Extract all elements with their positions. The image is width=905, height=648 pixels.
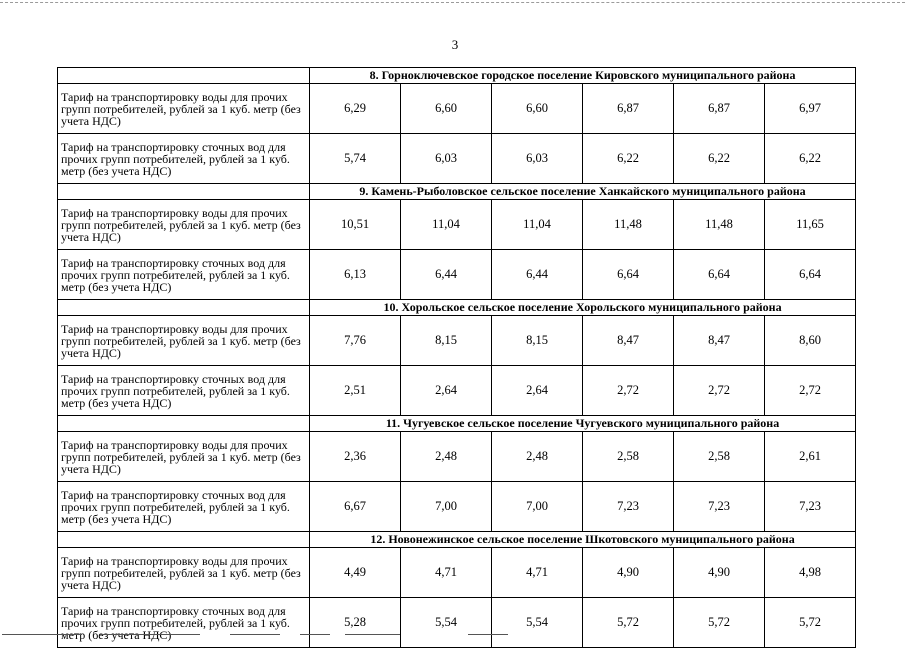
tariff-value: 4,71 (401, 548, 492, 598)
tariff-label: Тариф на транспортировку сточных вод для прочих групп потребителей, рублей за 1 куб. метр (без учета НДС) (58, 482, 310, 532)
tariff-label: Тариф на транспортировку сточных вод для прочих групп потребителей, рублей за 1 куб. метр (без учета НДС) (58, 366, 310, 416)
section-header-row (58, 184, 856, 200)
page-number: 3 (451, 37, 459, 52)
tariff-value: 4,90 (674, 548, 765, 598)
table-row (58, 134, 856, 184)
tariff-value: 2,36 (310, 432, 401, 482)
tariff-value: 6,22 (583, 134, 674, 184)
section-header-blank-cell (58, 300, 310, 316)
tariff-value: 6,87 (674, 84, 765, 134)
scan-top-edge (0, 2, 905, 3)
tariff-value: 6,60 (492, 84, 583, 134)
tariff-value: 7,23 (765, 482, 856, 532)
table-row (58, 432, 856, 482)
tariff-value: 4,98 (765, 548, 856, 598)
tariff-value: 4,90 (583, 548, 674, 598)
scan-bottom-edge (100, 634, 200, 635)
tariff-label: Тариф на транспортировку воды для прочих групп потребителей, рублей за 1 куб. метр (без учета НДС) (58, 548, 310, 598)
tariff-value: 11,48 (583, 200, 674, 250)
tariff-label: Тариф на транспортировку сточных вод для прочих групп потребителей, рублей за 1 куб. метр (без учета НДС) (58, 250, 310, 300)
tariff-label: Тариф на транспортировку сточных вод для прочих групп потребителей, рублей за 1 куб. метр (без учета НДС) (58, 598, 310, 648)
tariff-label: Тариф на транспортировку воды для прочих групп потребителей, рублей за 1 куб. метр (без учета НДС) (58, 84, 310, 134)
section-title: 10. Хорольское сельское поселение Хорольского муниципального района (310, 300, 856, 316)
section-title: 8. Горноключевское городское поселение Кировского муниципального района (310, 68, 856, 84)
scan-bottom-edge (345, 634, 400, 635)
section-header-blank-cell (58, 68, 310, 84)
section-title: 12. Новонежинское сельское поселение Шкотовского муниципального района (310, 532, 856, 548)
tariff-value: 6,87 (583, 84, 674, 134)
tariff-value: 2,48 (492, 432, 583, 482)
tariff-value: 6,60 (401, 84, 492, 134)
tariff-value: 2,72 (583, 366, 674, 416)
section-header-blank-cell (58, 532, 310, 548)
tariff-value: 6,03 (492, 134, 583, 184)
section-header-blank-cell (58, 184, 310, 200)
tariff-value: 8,47 (583, 316, 674, 366)
section-title: 11. Чугуевское сельское поселение Чугуевского муниципального района (310, 416, 856, 432)
tariff-value: 5,54 (492, 598, 583, 648)
tariff-value: 8,15 (492, 316, 583, 366)
scan-bottom-edge (230, 634, 280, 635)
table-row (58, 84, 856, 134)
tariff-value: 4,49 (310, 548, 401, 598)
tariff-value: 5,74 (310, 134, 401, 184)
tariff-value: 11,04 (401, 200, 492, 250)
tariff-value: 8,47 (674, 316, 765, 366)
tariff-value: 2,64 (492, 366, 583, 416)
tariff-value: 6,22 (765, 134, 856, 184)
section-header-row (58, 68, 856, 84)
section-header-row (58, 416, 856, 432)
table-row (58, 482, 856, 532)
tariff-value: 6,97 (765, 84, 856, 134)
tariff-value: 10,51 (310, 200, 401, 250)
section-header-blank-cell (58, 416, 310, 432)
section-header-row (58, 532, 856, 548)
tariff-value: 5,72 (583, 598, 674, 648)
tariff-value: 5,72 (674, 598, 765, 648)
tariff-value: 6,67 (310, 482, 401, 532)
tariff-value: 2,72 (765, 366, 856, 416)
tariff-value: 5,54 (401, 598, 492, 648)
tariff-value: 11,04 (492, 200, 583, 250)
tariff-table (57, 67, 856, 648)
section-title: 9. Камень-Рыболовское сельское поселение Ханкайского муниципального района (310, 184, 856, 200)
tariff-value: 7,23 (583, 482, 674, 532)
tariff-value: 6,64 (583, 250, 674, 300)
tariff-table-body (58, 68, 856, 648)
scan-bottom-edge (468, 634, 508, 635)
tariff-value: 2,51 (310, 366, 401, 416)
tariff-value: 6,29 (310, 84, 401, 134)
tariff-value: 6,44 (492, 250, 583, 300)
tariff-value: 6,44 (401, 250, 492, 300)
table-row (58, 316, 856, 366)
tariff-value: 8,15 (401, 316, 492, 366)
tariff-value: 2,61 (765, 432, 856, 482)
tariff-value: 8,60 (765, 316, 856, 366)
tariff-label: Тариф на транспортировку сточных вод для прочих групп потребителей, рублей за 1 куб. метр (без учета НДС) (58, 134, 310, 184)
table-row (58, 250, 856, 300)
tariff-value: 4,71 (492, 548, 583, 598)
scan-bottom-edge (2, 634, 82, 635)
tariff-value: 2,72 (674, 366, 765, 416)
scan-bottom-edge (300, 634, 330, 635)
tariff-label: Тариф на транспортировку воды для прочих групп потребителей, рублей за 1 куб. метр (без учета НДС) (58, 432, 310, 482)
tariff-value: 7,23 (674, 482, 765, 532)
tariff-value: 2,48 (401, 432, 492, 482)
tariff-value: 7,00 (492, 482, 583, 532)
tariff-value: 11,65 (765, 200, 856, 250)
tariff-value: 6,03 (401, 134, 492, 184)
tariff-label: Тариф на транспортировку воды для прочих групп потребителей, рублей за 1 куб. метр (без учета НДС) (58, 316, 310, 366)
tariff-value: 5,28 (310, 598, 401, 648)
section-header-row (58, 300, 856, 316)
tariff-value: 6,64 (674, 250, 765, 300)
tariff-value: 6,64 (765, 250, 856, 300)
tariff-label: Тариф на транспортировку воды для прочих групп потребителей, рублей за 1 куб. метр (без учета НДС) (58, 200, 310, 250)
tariff-value: 11,48 (674, 200, 765, 250)
tariff-value: 7,00 (401, 482, 492, 532)
tariff-value: 2,64 (401, 366, 492, 416)
table-row (58, 548, 856, 598)
tariff-value: 2,58 (674, 432, 765, 482)
tariff-value: 6,13 (310, 250, 401, 300)
tariff-value: 7,76 (310, 316, 401, 366)
tariff-value: 5,72 (765, 598, 856, 648)
tariff-value: 2,58 (583, 432, 674, 482)
table-row (58, 598, 856, 648)
tariff-value: 6,22 (674, 134, 765, 184)
table-row (58, 200, 856, 250)
table-row (58, 366, 856, 416)
